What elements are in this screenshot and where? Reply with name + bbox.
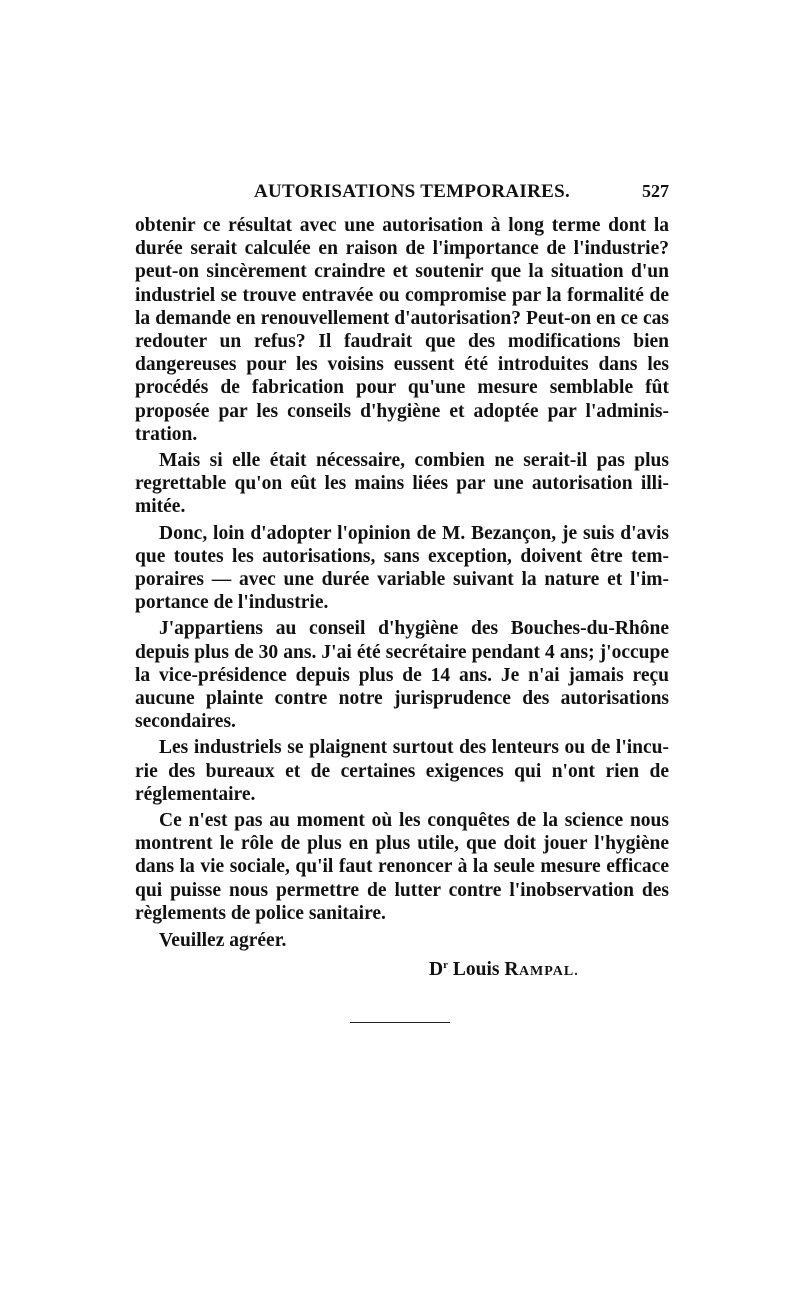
paragraph: Mais si elle était nécessaire, combien ne serait-il pas plus regrettable qu'on eût les mains liées par une autorisation illimitée.	[135, 450, 669, 518]
signature-surname-initial: R	[504, 959, 519, 981]
paragraph-continuation: obtenir ce résultat avec une autorisation à long terme dont la durée serait calculée en raison de l'importance de l'industrie? peut-on sincèrement craindre et soutenir que la situation d'un industriel se trouve entravée ou compromise par la formalité de la demande en renouvellement d'autorisation? Peut-on en ce cas redouter un refus? Il faudrait que des modifications bien dangereuses pour les voisins eussent été introduites dans les procédés de fabrication pour qu'une mesure semblable fût proposée par les conseils d'hygiène et adoptée par l'administration.	[135, 215, 669, 445]
paragraph: Donc, loin d'adopter l'opinion de M. Bezançon, je suis d'avis que toutes les autorisations, sans exception, doivent être temporaires — avec une durée variable suivant la nature et l'importance de l'industrie.	[135, 522, 669, 614]
signature-first-name: Louis	[452, 959, 500, 981]
signature	[135, 954, 669, 983]
page-number: 527	[642, 181, 669, 201]
running-title: AUTORISATIONS TEMPORAIRES.	[253, 181, 571, 202]
signature-surname-rest: AMPAL.	[518, 964, 579, 980]
paragraph: Les industriels se plaignent surtout des lenteurs ou de l'incurie des bureaux et de certaines exigences qui n'ont rien de réglementaire.	[135, 737, 669, 805]
body-text	[135, 214, 669, 984]
signature-title-superscript: r	[443, 959, 448, 972]
closing-formula: Veuillez agréer.	[159, 930, 287, 952]
paragraph: Ce n'est pas au moment où les conquêtes de la science nous montrent le rôle de plus en plus utile, que doit jouer l'hygiène dans la vie sociale, qu'il faut renoncer à la seule mesure efficace qui puisse nous permettre de lutter contre l'inobservation des règlements de police sanitaire.	[135, 810, 669, 924]
paragraph: J'appartiens au conseil d'hygiène des Bouches-du-Rhône depuis plus de 30 ans. J'ai été secrétaire pendant 4 ans; j'occupe la vice-présidence depuis plus de 14 ans. Je n'ai jamais reçu aucune plainte contre notre jurisprudence des autorisations secondaires.	[135, 618, 669, 733]
page-header	[135, 181, 669, 207]
signature-title: D	[429, 959, 444, 981]
end-rule	[350, 1022, 450, 1023]
